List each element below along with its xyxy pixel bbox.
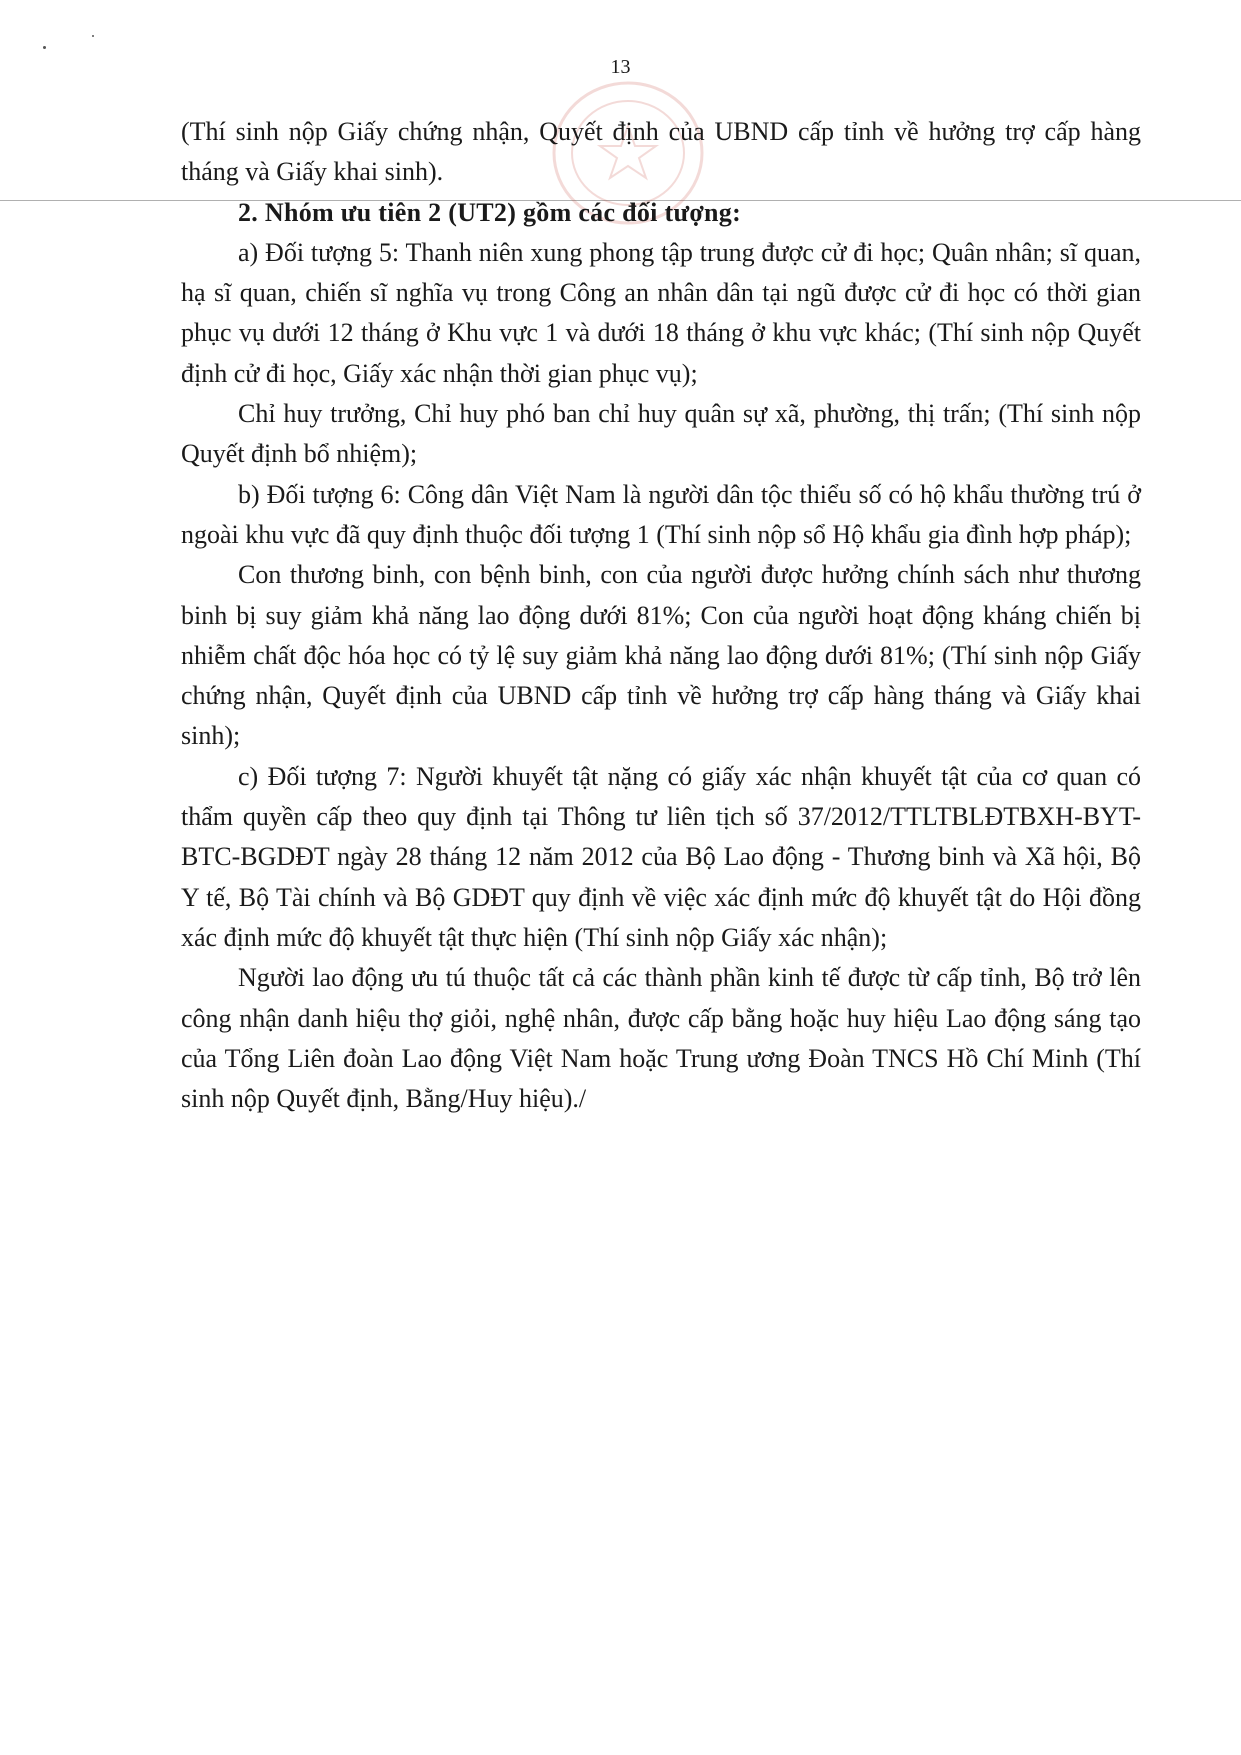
paragraph-subject-6: b) Đối tượng 6: Công dân Việt Nam là người dân tộc thiểu số có hộ khẩu thường trú ở ngoài khu vực đã quy định thuộc đối tượng 1 (Thí sinh nộp sổ Hộ khẩu gia đình hợp pháp); bbox=[181, 479, 1141, 549]
scan-speck bbox=[92, 35, 94, 37]
paragraph-subject-5: a) Đối tượng 5: Thanh niên xung phong tập trung được cử đi học; Quân nhân; sĩ quan, hạ sĩ quan, chiến sĩ nghĩa vụ trong Công an nhân dân tại ngũ được cử đi học có thời gian phục vụ dưới 12 tháng ở Khu vực 1 và dưới 18 tháng ở khu vực khác; (Thí sinh nộp Quyết định cử đi học, Giấy xác nhận thời gian phục vụ); bbox=[181, 237, 1141, 388]
paragraph-continuation: (Thí sinh nộp Giấy chứng nhận, Quyết định của UBND cấp tỉnh về hưởng trợ cấp hàng tháng và Giấy khai sinh). bbox=[181, 117, 1141, 187]
document-body bbox=[181, 112, 1141, 1119]
paragraph-war-invalid-children: Con thương binh, con bệnh binh, con của người được hưởng chính sách như thương binh bị suy giảm khả năng lao động dưới 81%; Con của người hoạt động kháng chiến bị nhiễm chất độc hóa học có tỷ lệ suy giảm khả năng lao động dưới 81%; (Thí sinh nộp Giấy chứng nhận, Quyết định của UBND cấp tỉnh về hưởng trợ cấp hàng tháng và Giấy khai sinh); bbox=[181, 560, 1141, 751]
scan-speck bbox=[43, 46, 46, 49]
paragraph-subject-7: c) Đối tượng 7: Người khuyết tật nặng có giấy xác nhận khuyết tật của cơ quan có thẩm quyền cấp theo quy định tại Thông tư liên tịch số 37/2012/TTLTBLĐTBXH-BYT- BTC-BGDĐT ngày 28 tháng 12 năm 2012 của Bộ Lao động - Thương binh và Xã hội, Bộ Y tế, Bộ Tài chính và Bộ GDĐT quy định về việc xác định mức độ khuyết tật do Hội đồng xác định mức độ khuyết tật thực hiện (Thí sinh nộp Giấy xác nhận); bbox=[181, 761, 1141, 952]
section-heading-priority-group-2: 2. Nhóm ưu tiên 2 (UT2) gồm các đối tượng: bbox=[238, 197, 742, 227]
paragraph-outstanding-workers: Người lao động ưu tú thuộc tất cả các thành phần kinh tế được từ cấp tỉnh, Bộ trở lên công nhận danh hiệu thợ giỏi, nghệ nhân, được cấp bằng hoặc huy hiệu Lao động sáng tạo của Tổng Liên đoàn Lao động Việt Nam hoặc Trung ương Đoàn TNCS Hồ Chí Minh (Thí sinh nộp Quyết định, Bằng/Huy hiệu)./ bbox=[181, 963, 1141, 1114]
paragraph-military-commander: Chỉ huy trưởng, Chỉ huy phó ban chỉ huy quân sự xã, phường, thị trấn; (Thí sinh nộp Quyết định bổ nhiệm); bbox=[181, 399, 1141, 469]
page-number: 13 bbox=[610, 56, 631, 78]
